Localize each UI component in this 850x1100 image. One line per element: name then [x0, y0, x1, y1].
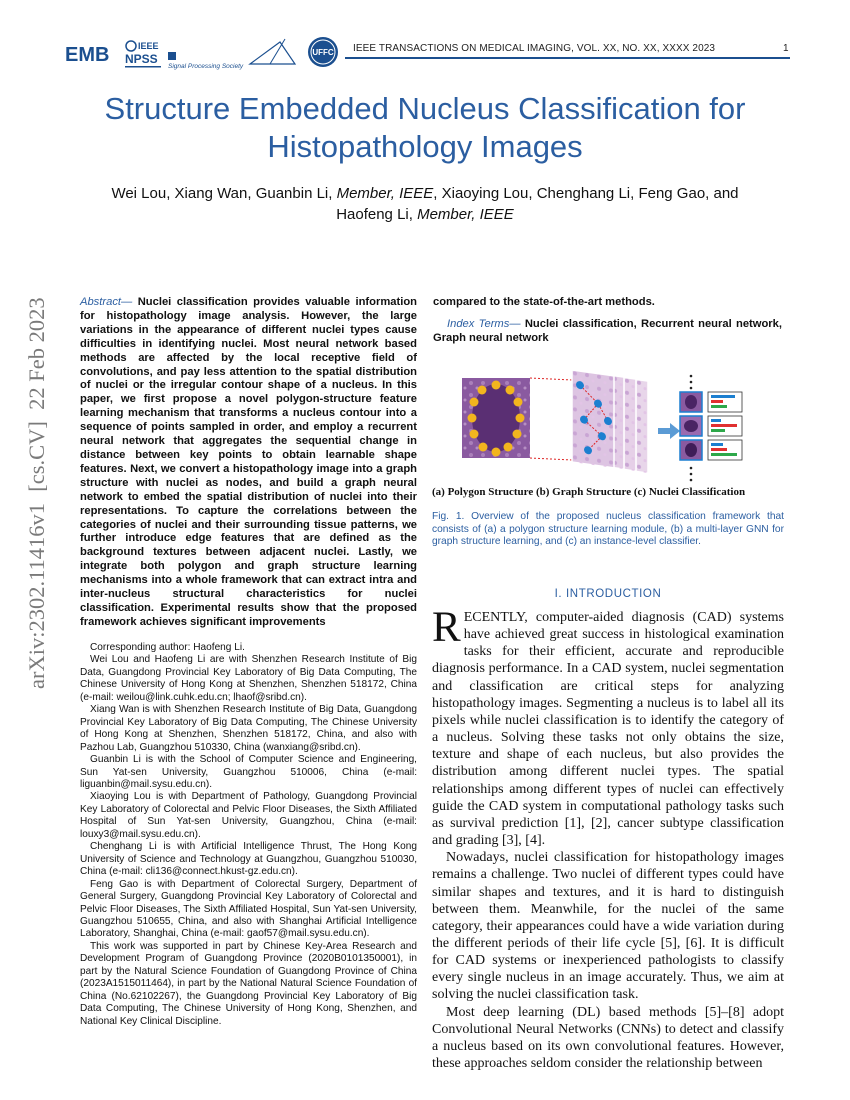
uffc-logo-text: UFFC	[312, 48, 334, 57]
sps-logo-text: Signal Processing Society	[168, 63, 244, 70]
authors-line1-b: , Xiaoying Lou, Chenghang Li, Feng Gao, and	[433, 185, 739, 202]
abstract-label: Abstract	[80, 296, 122, 308]
authors-line2-a: Haofeng Li,	[336, 206, 413, 223]
npss-logo-text: NPSS	[125, 52, 158, 66]
polygon-structure-panel	[462, 378, 530, 458]
figure-1-illustration	[432, 368, 784, 488]
index-terms-dash: —	[509, 318, 521, 330]
figure-1-caption: Fig. 1. Overview of the proposed nucleus classification framework that consists of (a) a polygon structure learning module, (b) a multi-layer GNN for graph structure learning, and (c) an instance-level classifier.	[432, 511, 784, 547]
abstract-dash: —	[121, 296, 133, 308]
arxiv-stamp	[20, 290, 50, 690]
journal-running-header: IEEE TRANSACTIONS ON MEDICAL IMAGING, VOL. XX, NO. XX, XXXX 2023	[353, 43, 716, 54]
index-terms-label: Index Terms	[447, 318, 510, 330]
ieee-logo-text: IEEE	[138, 41, 159, 51]
figure-1-panel-labels: (a) Polygon Structure (b) Graph Structure (c) Nuclei Classification	[432, 486, 746, 498]
footnote: Xiaoying Lou is with Department of Pathology, Guangdong Provincial Key Laboratory of Colorectal and Pelvic Floor Diseases, the Sixth Affiliated Hospital of Sun Yat-sen University, Guangzhou, China (e-mail: louxy3@mail.sysu.edu.cn).	[80, 791, 417, 840]
author-list	[60, 183, 790, 225]
signal-processing-society-logo	[168, 39, 295, 70]
authors-member-1: Member, IEEE	[336, 185, 434, 202]
footnote: Wei Lou and Haofeng Li are with Shenzhen Research Institute of Big Data, Guangdong Provincial Key Laboratory of Big Data Computing, The Chinese University of Hong Kong at Shenzhen, Shenzhen 518172, China (e-mail: weilou@link.cuhk.edu.cn; lhaof@sribd.cn).	[80, 654, 417, 703]
nuclei-classification-panel	[680, 375, 742, 482]
drop-cap: R	[432, 604, 461, 651]
footnote: Chenghang Li is with Artificial Intelligence Thrust, The Hong Kong University of Science and Technology at Guangzhou, Guangzhou 510030, China (e-mail: cli136@connect.hkust-gz.edu.cn).	[80, 841, 417, 878]
abstract-text: Nuclei classification provides valuable information for histopathology image analysis. However, the large variations in the appearance of different nuclei types cause difficulties in identifying nuclei. Most neural network based methods are affected by the local receptive field of convolutions, and pay less attention to the spatial distribution of nuclei or the irregular contour shape of a nucleus. In this paper, we first propose a novel polygon-structure feature learning mechanism that transforms a nucleus contour into a sequence of points sampled in order, and employ a recurrent neural network that aggregates the sequential change in distance between key points to obtain learnable shape features. Next, we convert a histopathology image into a graph structure with nuclei as nodes, and build a graph neural network to embed the spatial distribution of nuclei into their representations. To capture the correlations between the categories of nuclei and their surrounding tissue patterns, we further introduce edge features that are defined as the background textures between adjacent nuclei. Lastly, we integrate both polygon and graph structure learning mechanisms into a whole framework that can extract intra and inter-nucleus structural characteristics for nuclei classification. Experimental results show that the proposed framework achieves significant improvements	[80, 296, 417, 628]
paragraph	[432, 604, 784, 849]
page-number: 1	[783, 43, 789, 54]
paper-title: Structure Embedded Nucleus Classification for Histopathology Images	[104, 91, 746, 164]
paragraph-text: ECENTLY, computer-aided diagnosis (CAD) systems have achieved great success in histological examination tasks for their efficient, accurate and reproducible diagnosis performance. In a CAD system, nuclei segmentation and classification are critical steps for analyzing histopathology images. Segmenting a nucleus is to label all its pixels while nuclei classification is to identify the category of a nucleus. Solving these tasks not only obtains the size, texture and shape of each nucleus, but also provides the distribution among different nuclei types. The spatial relationships among different types of nuclei can effectively guide the CAD system in computational pathology tasks such as survival prediction [1], [2], cancer subtype classification and grading [3], [4].	[432, 610, 784, 849]
footnote: Feng Gao is with Department of Colorectal Surgery, Department of General Surgery, Guangdong Provincial Key Laboratory of Colorectal and Pelvic Floor Diseases, The Sixth Affiliated Hospital, Sun Yat-sen University, Guangzhou 510655, China, and also with Shanghai Artificial Intelligence Laboratory, Shanghai, China (e-mail: gaof57@mail.sysu.edu.cn).	[80, 878, 417, 940]
arrow-icon	[658, 423, 680, 439]
footnote: Xiang Wan is with Shenzhen Research Institute of Big Data, Guangdong Provincial Key Laboratory of Big Data Computing, The Chinese University of Hong Kong at Shenzhen, Shenzhen 518172, China, and also with Pazhou Lab, Guangzhou 510330, China (wanxiang@sribd.cn).	[80, 704, 417, 753]
author-footnotes	[80, 642, 417, 1028]
graph-structure-panel	[572, 370, 648, 473]
uffc-logo	[308, 37, 338, 67]
paragraph: Nowadays, nuclei classification for histopathology images remains a challenge. Two nuclei of different types could have similar shapes and textures, and it is hard to distinguish between them. Meanwhile, for the nuclei of the same category, their appearances could have a wide variation during the different periods of their life cycle [5], [6]. It is difficult for CAD systems or inexperienced pathologists to classify every single nucleus in an image accurately. Thus, we aim at solving the nuclei classification task.	[432, 850, 784, 1003]
authors-member-2: Member, IEEE	[417, 206, 514, 223]
authors-line1-a: Wei Lou, Xiang Wan, Guanbin Li,	[111, 185, 333, 202]
ieee-npss-logo	[125, 41, 161, 68]
section-heading-introduction: I. INTRODUCTION	[554, 588, 662, 600]
index-terms-text: Nuclei classification, Recurrent neural network, Graph neural network	[433, 318, 782, 344]
header-logos	[65, 34, 355, 74]
emb-logo-text: EMB	[65, 44, 110, 66]
footnote: Corresponding author: Haofeng Li.	[90, 642, 245, 653]
arxiv-stamp-text: arXiv:2302.11416v1 [cs.CV] 22 Feb 2023	[24, 297, 49, 689]
paragraph: Most deep learning (DL) based methods [5]–[8] adopt Convolutional Neural Networks (CNNs) to detect and classify a nucleus based on its own convolutional features. However, these approaches seldom consider the relationship between	[432, 1004, 784, 1072]
footnote: Guanbin Li is with the School of Computer Science and Engineering, Sun Yat-sen University, Guangzhou 510006, China (e-mail: liguanbin@mail.sysu.edu.cn).	[80, 754, 417, 790]
abstract	[80, 296, 417, 630]
abstract-continuation: compared to the state-of-the-art methods.	[433, 296, 655, 308]
index-terms	[433, 318, 782, 346]
emb-logo	[65, 44, 109, 66]
header-rule	[345, 57, 790, 59]
introduction-body	[432, 604, 784, 1072]
footnote: This work was supported in part by Chinese Key-Area Research and Development Program of Guangdong Province (2020B0101350001), in part by the Natural Science Foundation of Guangdong Province of China (2023A1515011464), in part by the National Natural Science Foundation of China (No.62102267), the Guangdong Provincial Key Laboratory of Big Data Computing, The Chinese University of Hong Kong, Shenzhen, and National Key Clinical Discipline.	[80, 940, 417, 1027]
